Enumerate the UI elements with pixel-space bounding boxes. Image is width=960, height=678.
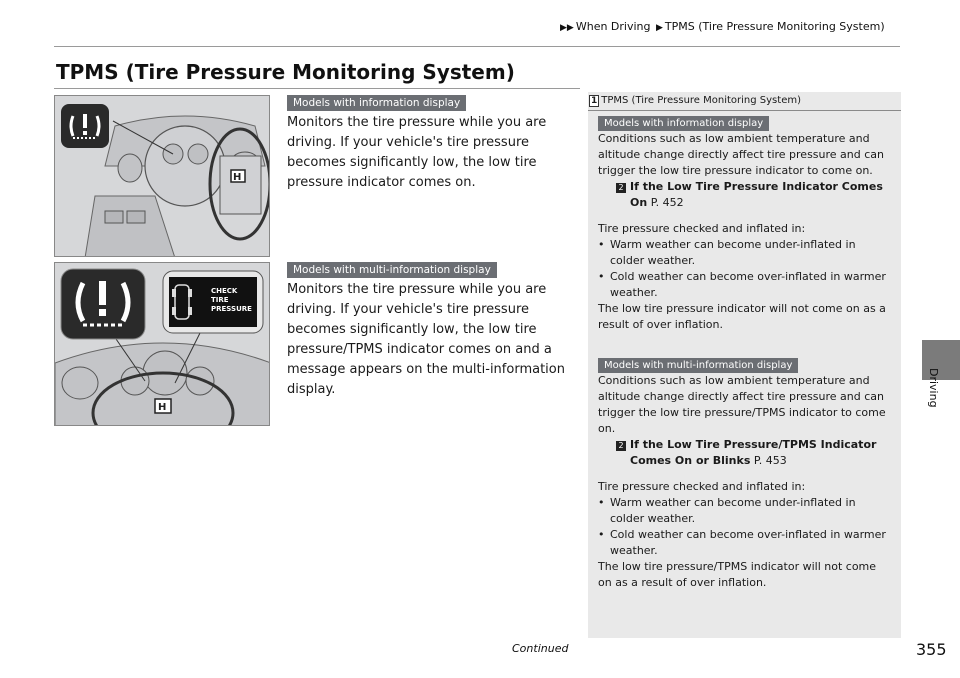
sidebar-block2: Conditions such as low ambient temperature and altitude change directly affect tire pressure and can trigger the low tire pressure/TPMS indicator to come on. 2 If the Low Tire Pressure/TPMS Indicator Comes On or Blinks P. 453 Tire pressure checked and inflated in: • Warm weather can become under-inflated in colder weather. • Cold weather can become over-inflated in warmer weather. The low tire pressure/TPMS indicator will not come on as a result of over inflation. — [598, 373, 893, 591]
cross-reference-link[interactable]: 2 If the Low Tire Pressure/TPMS Indicator — [598, 437, 893, 453]
page-title: TPMS (Tire Pressure Monitoring System) — [56, 60, 515, 84]
cross-reference-link[interactable]: 2 If the Low Tire Pressure Indicator Comes — [598, 179, 893, 195]
sidebar-heading: 1 TPMS (Tire Pressure Monitoring System) — [591, 95, 801, 106]
model-badge-multi-info-display: Models with multi-information display — [287, 262, 497, 278]
list-item: • Cold weather can become over-inflated in warmer weather. — [598, 528, 886, 557]
breadcrumb-arrow-icon: ▶ — [656, 23, 663, 33]
reference-number-icon: 1 — [591, 96, 598, 106]
check-tire-pressure-message: CHECK TIRE PRESSURE — [211, 287, 252, 313]
title-divider — [54, 88, 580, 89]
breadcrumb — [560, 20, 885, 33]
sidebar-divider — [588, 110, 901, 111]
bullet-icon: • — [598, 270, 605, 283]
page-number: 355 — [916, 640, 947, 659]
list-item: • Warm weather can become under-inflated in colder weather. — [598, 238, 856, 267]
breadcrumb-level1[interactable]: When Driving — [575, 20, 651, 33]
sidebar-block1: Conditions such as low ambient temperature and altitude change directly affect tire pressure and can trigger the low tire pressure indicator to come on. 2 If the Low Tire Pressure Indicator Comes On P. 452 Tire pressure checked and inflated in: • Warm weather can become under-inflated in colder weather. • Cold weather can become over-inflated in warmer weather. The low tire pressure indicator will not come on as a result of over inflation. — [598, 131, 893, 333]
dashboard-illustration-info-display — [54, 95, 270, 257]
breadcrumb-arrow-icon: ▶▶ — [560, 23, 574, 33]
sidebar-badge-info-display: Models with information display — [598, 116, 769, 131]
xref-arrow-icon: 2 — [616, 441, 626, 451]
svg-text:H: H — [158, 402, 167, 413]
section2-description: Monitors the tire pressure while you are driving. If your vehicle's tire pressure becomes significantly low, the low tire pressure/TPMS indicator comes on and a message appears on the multi-information display. — [287, 282, 565, 397]
svg-text:H: H — [233, 172, 242, 183]
bullet-icon: • — [598, 238, 605, 251]
list-item: • Warm weather can become under-inflated in colder weather. — [598, 496, 856, 525]
continued-label: Continued — [512, 642, 569, 655]
model-badge-info-display: Models with information display — [287, 95, 466, 111]
list-item: • Cold weather can become over-inflated in warmer weather. — [598, 270, 886, 299]
bullet-icon: • — [598, 496, 605, 509]
breadcrumb-level2[interactable]: TPMS (Tire Pressure Monitoring System) — [664, 20, 885, 33]
sidebar-badge-multi-info-display: Models with multi-information display — [598, 358, 798, 373]
xref-arrow-icon: 2 — [616, 183, 626, 193]
bullet-icon: • — [598, 528, 605, 541]
chapter-tab-label: Driving — [927, 368, 940, 408]
header-divider — [54, 46, 900, 47]
section1-description: Monitors the tire pressure while you are driving. If your vehicle's tire pressure becomes significantly low, the low tire pressure indicator comes on. — [287, 115, 547, 190]
